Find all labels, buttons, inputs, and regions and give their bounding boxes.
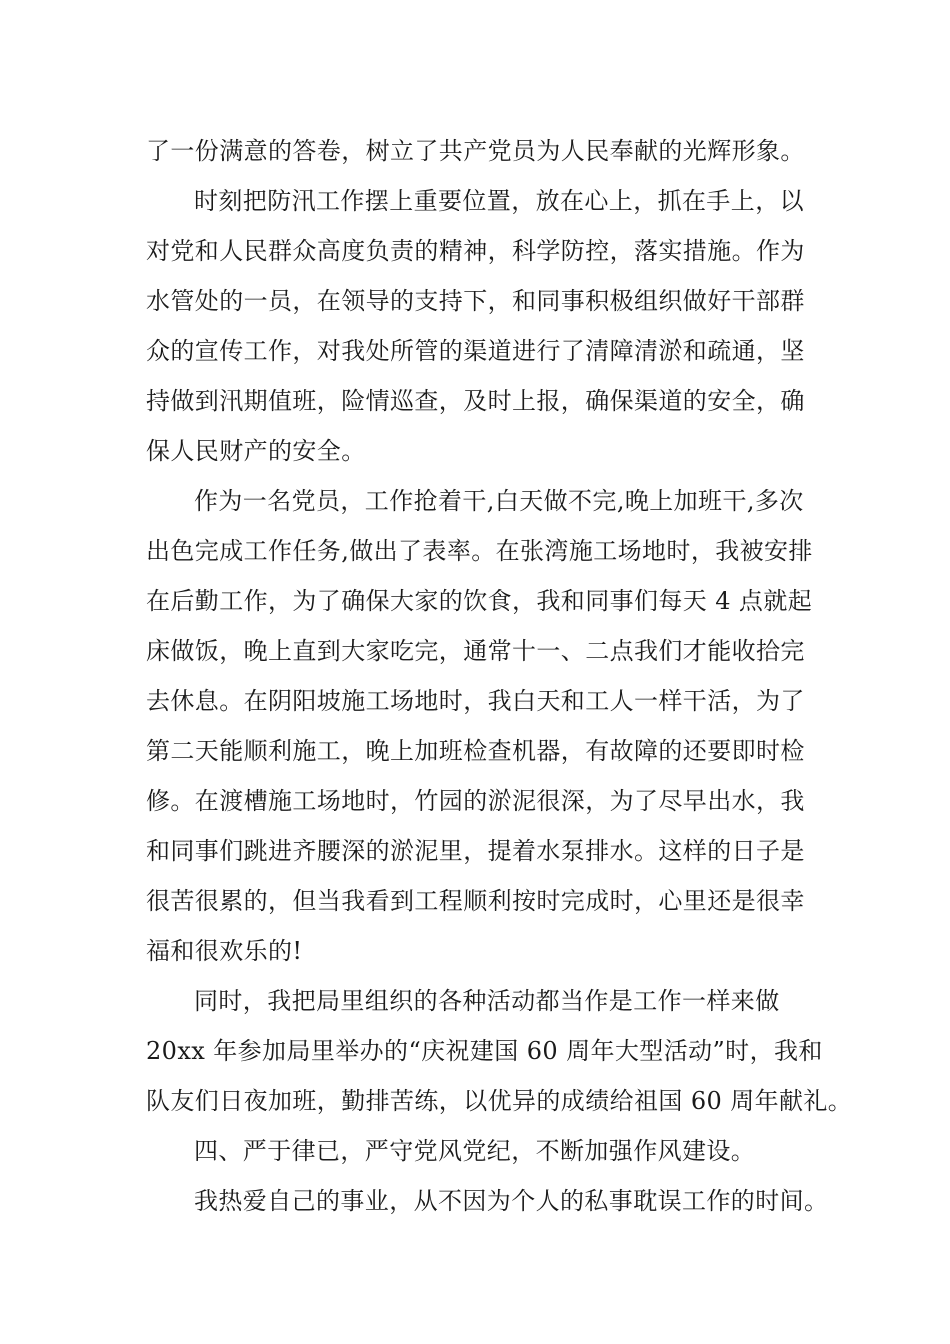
paragraph-line: 队友们日夜加班，勤排苦练，以优异的成绩给祖国 60 周年献礼。 — [146, 1087, 853, 1115]
paragraph-line: 很苦很累的，但当我看到工程顺利按时完成时，心里还是很幸 — [146, 887, 805, 915]
paragraph-line: 第二天能顺利施工，晚上加班检查机器，有故障的还要即时检 — [146, 737, 805, 765]
paragraph-line: 作为一名党员，工作抢着干,白天做不完,晚上加班干,多次 — [194, 487, 804, 515]
paragraph-line: 和同事们跳进齐腰深的淤泥里，提着水泵排水。这样的日子是 — [146, 837, 805, 865]
paragraph-line: 床做饭，晚上直到大家吃完，通常十一、二点我们才能收拾完 — [146, 637, 805, 665]
paragraph-line: 众的宣传工作，对我处所管的渠道进行了清障清淤和疏通，坚 — [146, 337, 805, 365]
paragraph-line: 修。在渡槽施工场地时，竹园的淤泥很深，为了尽早出水，我 — [146, 787, 805, 815]
paragraph-line: 在后勤工作，为了确保大家的饮食，我和同事们每天 4 点就起 — [146, 587, 813, 615]
paragraph-line: 我热爱自己的事业，从不因为个人的私事耽误工作的时间。 — [194, 1187, 829, 1215]
paragraph-line: 时刻把防汛工作摆上重要位置，放在心上，抓在手上，以 — [194, 187, 804, 215]
paragraph-line: 持做到汛期值班，险情巡查，及时上报，确保渠道的安全，确 — [146, 387, 805, 415]
paragraph-line: 了一份满意的答卷，树立了共产党员为人民奉献的光辉形象。 — [146, 137, 805, 165]
paragraph-line: 同时，我把局里组织的各种活动都当作是工作一样来做 — [194, 987, 780, 1015]
paragraph-line: 去休息。在阴阳坡施工场地时，我白天和工人一样干活，为了 — [146, 687, 805, 715]
paragraph-line: 出色完成工作任务,做出了表率。在张湾施工场地时，我被安排 — [146, 537, 813, 565]
section-heading: 四、严于律已，严守党风党纪，不断加强作风建设。 — [194, 1137, 756, 1165]
paragraph-line: 保人民财产的安全。 — [146, 437, 366, 465]
paragraph-line: 福和很欢乐的! — [146, 937, 303, 965]
paragraph-line: 对党和人民群众高度负责的精神，科学防控，落实措施。作为 — [146, 237, 805, 265]
paragraph-line: 水管处的一员，在领导的支持下，和同事积极组织做好干部群 — [146, 287, 805, 315]
paragraph-line: 20xx 年参加局里举办的“庆祝建国 60 周年大型活动”时，我和 — [146, 1037, 823, 1065]
